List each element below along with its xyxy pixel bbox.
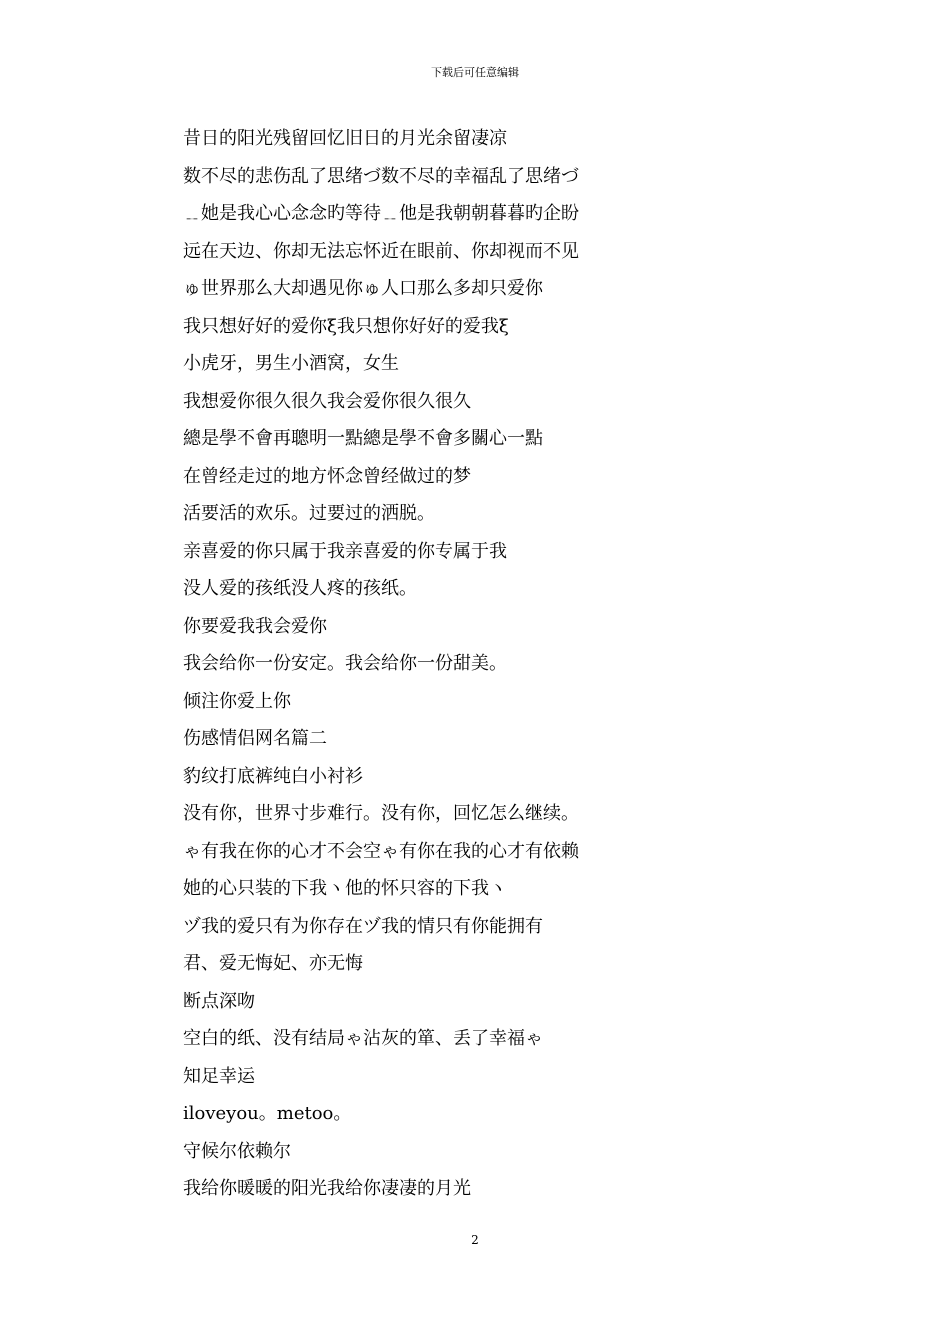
text-line: iloveyou。metoo。 bbox=[183, 1103, 352, 1124]
text-line: 小虎牙，男生小酒窝，女生 bbox=[183, 353, 399, 374]
text-line: 断点深吻 bbox=[183, 990, 255, 1012]
text-line: 远在天边、你却无法忘怀近在眼前、你却视而不见 bbox=[183, 240, 579, 262]
page-header: 下载后可任意编辑 bbox=[431, 66, 519, 79]
text-line: ゃ有我在你的心才不会空ゃ有你在我的心才有依赖 bbox=[183, 840, 579, 862]
text-line: 空白的纸、没有结局ゃ沾灰的箪、丢了幸福ゃ bbox=[183, 1028, 543, 1049]
text-line: 我给你暖暖的阳光我给你凄凄的月光 bbox=[183, 1178, 471, 1199]
text-line: 没人爱的孩纸没人疼的孩纸。 bbox=[183, 578, 417, 599]
text-line: 知足幸运 bbox=[183, 1065, 255, 1087]
text-line: 数不尽的悲伤乱了思绪づ数不尽的幸福乱了思绪づ bbox=[183, 165, 579, 187]
text-line: ヅ我的爱只有为你存在ヅ我的情只有你能拥有 bbox=[183, 915, 543, 937]
text-line: 守候尔依赖尔 bbox=[183, 1140, 291, 1162]
section-heading: 伤感情侣网名篇二 bbox=[183, 728, 327, 749]
page-number: 2 bbox=[471, 1233, 479, 1247]
text-line: ﹎她是我心心念念旳等待﹎他是我朝朝暮暮旳企盼 bbox=[183, 203, 579, 224]
text-line: 昔日的阳光残留回忆旧日的月光余留凄凉 bbox=[183, 128, 507, 149]
text-line: 亲喜爱的你只属于我亲喜爱的你专属于我 bbox=[183, 540, 507, 562]
text-line: 豹纹打底裤纯白小衬衫 bbox=[183, 765, 363, 787]
text-line: 君、爱无悔妃、亦无悔 bbox=[183, 953, 363, 974]
text-line: ゅ世界那么大却遇见你ゅ人口那么多却只爱你 bbox=[183, 278, 543, 299]
text-line: 她的心只装的下我ヽ他的怀只容的下我ヽ bbox=[183, 878, 507, 899]
text-line: 總是學不會再聰明一點總是學不會多關心一點 bbox=[183, 428, 543, 449]
text-line: 我会给你一份安定。我会给你一份甜美。 bbox=[183, 653, 507, 674]
text-line: 在曾经走过的地方怀念曾经做过的梦 bbox=[183, 465, 471, 487]
text-line: 我只想好好的爱你ξ我只想你好好的爱我ξ bbox=[183, 315, 509, 337]
text-line: 倾注你爱上你 bbox=[183, 690, 291, 712]
text-line: 我想爱你很久很久我会爱你很久很久 bbox=[183, 390, 471, 412]
text-line: 你要爱我我会爱你 bbox=[183, 615, 327, 637]
document-body bbox=[183, 120, 783, 1208]
text-line: 活要活的欢乐。过要过的洒脱。 bbox=[183, 503, 435, 524]
text-line: 没有你，世界寸步难行。没有你，回忆怎么继续。 bbox=[183, 803, 579, 824]
